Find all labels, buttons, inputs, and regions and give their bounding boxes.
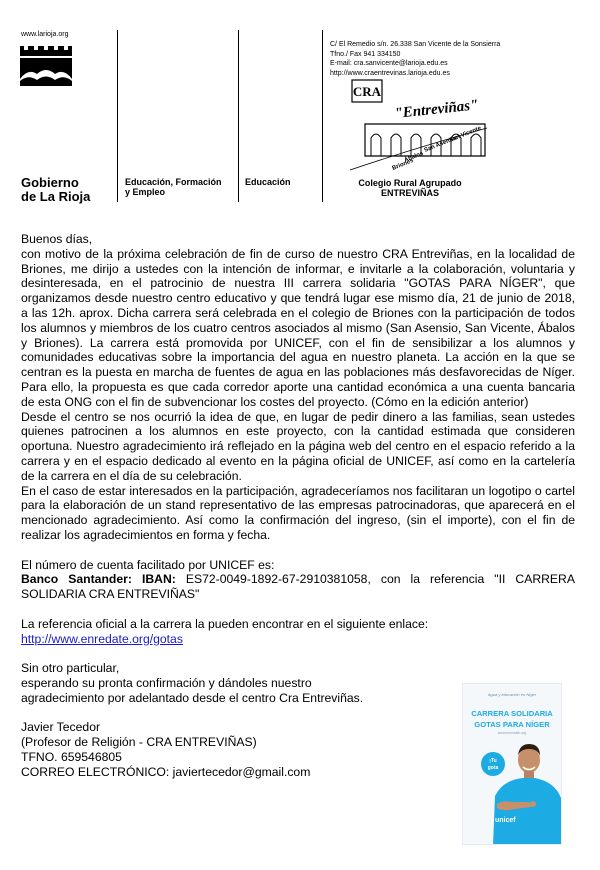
svg-text:Briones: Briones <box>391 157 415 172</box>
signature-email: CORREO ELECTRÓNICO: javiertecedor@gmail.com <box>21 764 311 779</box>
closing-line-1: Sin otro particular, <box>21 661 120 676</box>
greeting: Buenos días, <box>21 232 93 246</box>
svg-text:San Vicente: San Vicente <box>448 125 483 144</box>
school-name: Colegio Rural Agrupado ENTREVIÑAS <box>358 178 462 198</box>
paragraph-2: Desde el centro se nos ocurrió la idea de que, en lugar de pedir dinero a las familias, sean ustedes quienes patrocinen a los alumnos en este proyecto, con la cantidad estimada que consideren oportuna. Nuestro agradecimiento irá reflejado en la página web del centro en el espacio referido a la carrera y en el espacio dedicado al evento en la página oficial de UNICEF, así como en la cartelería de la carrera en el día de su celebración. <box>21 409 575 483</box>
signature-role: (Profesor de Religión - CRA ENTREVIÑAS) <box>21 735 257 750</box>
svg-text:¡Tu: ¡Tu <box>489 758 497 764</box>
contact-address: C/ El Remedio s/n. 26.338 San Vicente de la Sonsierra <box>330 41 501 48</box>
contact-web: http://www.craentrevinas.larioja.edu.es <box>330 69 450 77</box>
site-url: www.larioja.org <box>21 31 69 38</box>
paragraph-1: con motivo de la próxima celebración de fin de curso de nuestro CRA Entreviñas, en la localidad de Briones, me dirijo a ustedes con la intención de informar, e invitarle a la colaboración, voluntaria y desinteresada, en el patrocinio de nuestra III carrera solidaria "GOTAS PARA NÍGER", que organizamos desde nuestro centro educativo y que tendrá lugar ese mismo día, 21 de junio de 2018, a las 12h. aprox. Dicha carrera será celebrada en el colegio de Briones con la participación de todos los alumnos y miembros de los cuatro centros asociados al mismo (San Asensio, San Vicente, Ábalos y Briones). La carrera está promovida por UNICEF, con el fin de sensibilizar a los alumnos y comunidades educativas sobre la importancia del agua en nuestro planeta. La acción en la que se centran es la puesta en marcha de fuentes de agua en las poblaciones más desfavorecidas de Níger. Para ello, la propuesta es que cada corredor aporte una cantidad económica a una cuenta bancaria de esta ONG con el fin de subvencionar los costes del proyecto. (Cómo en la edición anterior) <box>21 246 575 409</box>
unicef-logo: unicef <box>495 817 516 824</box>
poster-subtitle: www.enredate.org <box>497 731 527 735</box>
closing-line-3: agradecimiento por adelantado desde el centro Cra Entreviñas. <box>21 690 364 705</box>
bank-label: Banco Santander: IBAN: <box>21 572 176 587</box>
signature-phone: TFNO. 659546805 <box>21 749 122 764</box>
paragraph-3: En el caso de estar interesados en la participación, agradeceríamos nos facilitaran un logotipo o cartel para la elaboración de un stand representativo de las empresas patrocinadoras, que aparecerá en el mencionado agradecimiento. Así como la confirmación del ingreso, (sin el importe), con el fin de realizar los agradecimientos en forma y fecha. <box>21 483 575 542</box>
header-divider <box>117 30 118 202</box>
account-intro: El número de cuenta facilitado por UNICEF es: <box>21 557 275 572</box>
link-intro: La referencia oficial a la carrera la pueden encontrar en el siguiente enlace: <box>21 616 429 631</box>
poster-tagline: Agua y educación en Níger <box>487 692 537 697</box>
cra-entrevinas-logo <box>345 78 490 173</box>
contact-phone: Tfno./ Fax 941 334150 <box>330 50 401 58</box>
svg-text:Ábalos: Ábalos <box>403 150 425 164</box>
header-divider <box>322 30 323 202</box>
svg-text:gota: gota <box>487 765 499 771</box>
signature-name: Javier Tecedor <box>21 720 101 735</box>
svg-text:San Asensio: San Asensio <box>423 134 459 154</box>
poster-title-line-1: CARRERA SOLIDARIA <box>471 709 553 718</box>
department-short: Educación <box>245 177 291 187</box>
contact-block <box>330 40 500 78</box>
svg-text:CRA: CRA <box>352 84 382 99</box>
la-rioja-logo <box>20 46 72 86</box>
contact-email: E-mail: cra.sanvicente@larioja.edu.es <box>330 60 448 67</box>
gobierno-title: Gobierno de La Rioja <box>21 175 91 204</box>
gotas-link[interactable]: http://www.enredate.org/gotas <box>21 631 183 646</box>
closing-line-2: esperando su pronta confirmación y dándoles nuestro <box>21 675 312 690</box>
poster-title-line-2: GOTAS PARA NÍGER <box>474 720 550 729</box>
svg-text:"Entreviñas": "Entreviñas" <box>393 97 480 122</box>
department-name: Educación, Formación y Empleo <box>125 177 222 197</box>
bank-iban: ES72-0049-1892-67-2910381058, con la referencia "II CARRERA SOLIDARIA CRA ENTREVIÑAS" <box>21 572 575 602</box>
bank-details <box>21 572 575 602</box>
header-divider <box>238 30 239 202</box>
campaign-poster <box>462 683 562 845</box>
